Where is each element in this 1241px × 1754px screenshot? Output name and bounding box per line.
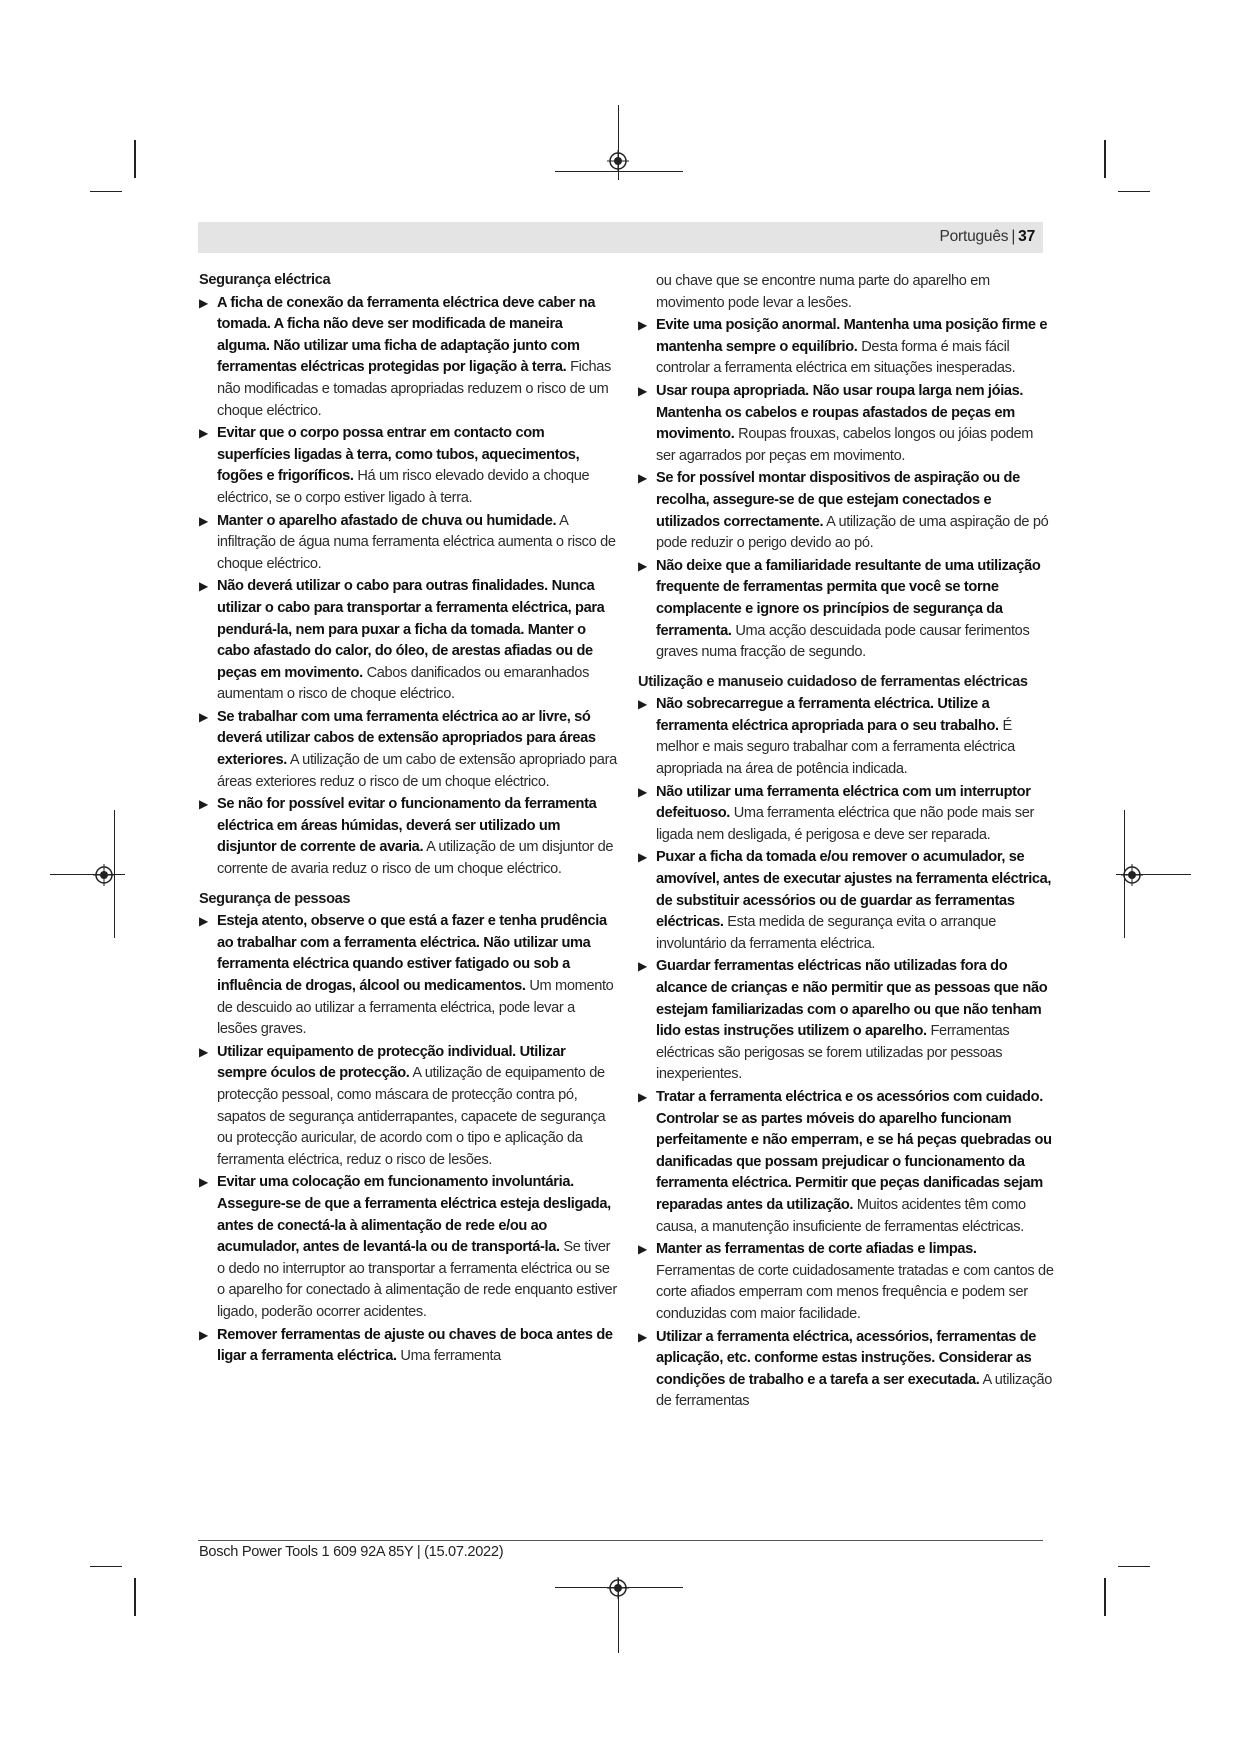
list-item <box>199 1042 617 1172</box>
item-bold-text: Manter o aparelho afastado de chuva ou humidade. <box>217 512 557 529</box>
bullet-arrow-icon: ▶ <box>199 1327 208 1342</box>
item-text: A utilização de um cabo de extensão apropriado para áreas exteriores reduz o risco de um choque eléctrico. <box>217 752 617 790</box>
crop-mark <box>1118 1566 1150 1567</box>
item-bold-text: Tratar a ferramenta eléctrica e os acessórios com cuidado. Controlar se as partes móveis do aparelho funcionam perfeitamente e não emperram, e se há peças quebradas ou danificadas que possam prejudicar o funcionamento da ferramenta eléctrica. Permitir que peças danificadas sejam reparadas antes da utilização. <box>656 1088 1052 1213</box>
registration-target-icon <box>607 1577 629 1599</box>
item-text: Roupas frouxas, cabelos longos ou jóias podem ser agarrados por peças em movimento. <box>656 426 1034 464</box>
list-item <box>638 468 1056 554</box>
item-bold-text: Evite uma posição anormal. Mantenha uma posição firme e mantenha sempre o equilíbrio. <box>656 317 1048 355</box>
item-text: Uma ferramenta eléctrica que não pode mais ser ligada nem desligada, é perigosa e deve ser reparada. <box>656 805 1034 843</box>
item-bold-text: Utilizar a ferramenta eléctrica, acessórios, ferramentas de aplicação, etc. conforme estas instruções. Considerar as condições de trabalho e a tarefa a ser executada. <box>656 1328 1037 1388</box>
list-item <box>199 423 617 509</box>
item-bold-text: Guardar ferramentas eléctricas não utilizadas fora do alcance de crianças e não permitir que as pessoas que não estejam familiarizadas com o aparelho ou que não tenham lido estas instruções utilizem o aparelho. <box>656 958 1048 1040</box>
section-title-personal-safety: Segurança de pessoas <box>199 890 351 907</box>
right-column <box>638 270 1056 1414</box>
item-bold-text: Se for possível montar dispositivos de aspiração ou de recolha, assegure-se de que estejam conectados e utilizados correctamente. <box>656 470 1020 530</box>
bullet-arrow-icon: ▶ <box>638 1242 647 1257</box>
bullet-arrow-icon: ▶ <box>199 513 208 528</box>
list-item <box>199 911 617 1041</box>
item-text: É melhor e mais seguro trabalhar com a ferramenta eléctrica apropriada na área de potência indicada. <box>656 717 1015 778</box>
crop-mark <box>1104 140 1106 178</box>
header-text: Português | 37 <box>939 228 1035 245</box>
footer-text: Bosch Power Tools 1 609 92A 85Y | (15.07.2022) <box>199 1544 504 1560</box>
item-bold-text: Não deverá utilizar o cabo para outras finalidades. Nunca utilizar o cabo para transportar a ferramenta eléctrica, para pendurá-la, nem para puxar a ficha da tomada. Manter o cabo afastado do calor, do óleo, de arestas afiadas ou de peças em movimento. <box>217 578 605 681</box>
bullet-arrow-icon: ▶ <box>199 579 208 594</box>
item-text: A utilização de uma aspiração de pó pode reduzir o perigo devido ao pó. <box>656 513 1049 552</box>
registration-target-icon <box>1121 864 1143 886</box>
bullet-arrow-icon: ▶ <box>638 558 647 573</box>
bullet-arrow-icon: ▶ <box>638 1089 647 1104</box>
list-item <box>638 847 1056 955</box>
crop-mark <box>90 1566 122 1567</box>
item-bold-text: Utilizar equipamento de protecção individual. Utilizar sempre óculos de protecção. <box>217 1043 566 1082</box>
bullet-arrow-icon: ▶ <box>638 318 647 333</box>
item-text: A infiltração de água numa ferramenta eléctrica aumenta o risco de choque eléctrico. <box>217 512 616 572</box>
item-bold-text: Manter as ferramentas de corte afiadas e limpas. <box>656 1241 977 1258</box>
bullet-arrow-icon: ▶ <box>638 1329 647 1344</box>
bullet-arrow-icon: ▶ <box>199 709 208 724</box>
item-bold-text: Evitar que o corpo possa entrar em contacto com superfícies ligadas à terra, como tubos, aquecimentos, fogões e frigoríficos. <box>217 425 580 485</box>
list-item <box>638 556 1056 664</box>
list-item <box>199 293 617 423</box>
bullet-arrow-icon: ▶ <box>638 697 647 712</box>
item-text: Ferramentas eléctricas são perigosas se forem utilizadas por pessoas inexperientes. <box>656 1023 1010 1083</box>
item-bold-text: Não utilizar uma ferramenta eléctrica com um interruptor defeituoso. <box>656 783 1031 822</box>
header-language: Português <box>939 228 1009 245</box>
list-item <box>638 694 1056 780</box>
item-text: Cabos danificados ou emaranhados aumentam o risco de choque eléctrico. <box>217 664 590 703</box>
bullet-arrow-icon: ▶ <box>199 426 208 441</box>
crop-mark <box>1118 191 1150 192</box>
crop-mark <box>134 140 136 178</box>
bullet-arrow-icon: ▶ <box>638 784 647 799</box>
list-item <box>638 1327 1056 1413</box>
bullet-arrow-icon: ▶ <box>199 797 208 812</box>
item-bold-text: A ficha de conexão da ferramenta eléctrica deve caber na tomada. A ficha não deve ser modificada de maneira alguma. Não utilizar uma ficha de adaptação junto com ferramentas eléctricas protegidas por ligação à terra. <box>217 294 596 376</box>
bullet-arrow-icon: ▶ <box>638 850 647 865</box>
list-item <box>638 956 1056 1086</box>
list-item-continuation <box>638 271 1056 314</box>
section-title-electrical-safety: Segurança eléctrica <box>199 272 331 288</box>
list-item <box>638 1239 1056 1325</box>
page-header <box>198 222 1043 253</box>
bullet-arrow-icon: ▶ <box>199 295 208 310</box>
bullet-arrow-icon: ▶ <box>638 471 647 486</box>
item-text: Desta forma é mais fácil controlar a ferramenta eléctrica em situações inesperadas. <box>656 338 1016 377</box>
item-text: Uma acção descuidada pode causar ferimentos graves numa fracção de segundo. <box>656 622 1030 661</box>
list-item <box>638 1087 1056 1238</box>
page-number: 37 <box>1018 228 1035 245</box>
list-item <box>199 576 617 706</box>
footer-rule <box>198 1540 1043 1541</box>
item-text: A utilização de equipamento de protecção pessoal, como máscara de protecção contra pó, sapatos de segurança antiderrapantes, capacete de segurança ou protecção auricular, de acordo com o tipo e aplicação da ferramenta eléctrica, reduz o risco de lesões. <box>217 1065 606 1168</box>
registration-target-icon <box>93 864 115 886</box>
item-bold-text: Usar roupa apropriada. Não usar roupa larga nem jóias. Mantenha os cabelos e roupas afastados de peças em movimento. <box>656 382 1024 443</box>
item-text: Ferramentas de corte cuidadosamente tratadas e com cantos de corte afiados emperram com menos frequência e podem ser conduzidas com maior facilidade. <box>656 1262 1054 1322</box>
item-bold-text: Remover ferramentas de ajuste ou chaves de boca antes de ligar a ferramenta eléctrica. <box>217 1326 613 1365</box>
list-item <box>199 511 617 576</box>
item-text: ou chave que se encontre numa parte do aparelho em movimento pode levar a lesões. <box>656 273 990 311</box>
item-text: Uma ferramenta <box>400 1348 501 1365</box>
bullet-arrow-icon: ▶ <box>199 1044 208 1059</box>
list-item <box>199 794 617 880</box>
item-text: A utilização de um disjuntor de corrente de avaria reduz o risco de um choque eléctrico. <box>217 839 614 878</box>
item-text: Fichas não modificadas e tomadas apropriadas reduzem o risco de um choque eléctrico. <box>217 359 611 419</box>
section-title-tool-use: Utilização e manuseio cuidadoso de ferramentas eléctricas <box>638 673 1028 690</box>
item-bold-text: Não sobrecarregue a ferramenta eléctrica. Utilize a ferramenta eléctrica apropriada para o seu trabalho. <box>656 696 999 734</box>
item-text: Há um risco elevado devido a choque eléctrico, se o corpo estiver ligado à terra. <box>217 468 590 506</box>
crop-mark <box>90 191 122 192</box>
registration-target-icon <box>607 150 629 172</box>
crop-mark <box>1104 1578 1106 1616</box>
bullet-arrow-icon: ▶ <box>638 383 647 398</box>
bullet-arrow-icon: ▶ <box>199 1175 208 1190</box>
crop-mark <box>134 1578 136 1616</box>
item-bold-text: Puxar a ficha da tomada e/ou remover o acumulador, se amovível, antes de executar ajustes na ferramenta eléctrica, de substituir acessórios ou de guardar as ferramentas eléctricas. <box>656 849 1052 931</box>
bullet-arrow-icon: ▶ <box>199 914 208 929</box>
item-text: Muitos acidentes têm como causa, a manutenção insuficiente de ferramentas eléctricas. <box>656 1196 1026 1235</box>
list-item <box>199 707 617 793</box>
bullet-arrow-icon: ▶ <box>638 959 647 974</box>
item-bold-text: Se trabalhar com uma ferramenta eléctrica ao ar livre, só deverá utilizar cabos de extensão apropriados para áreas exteriores. <box>217 708 596 769</box>
item-bold-text: Não deixe que a familiaridade resultante de uma utilização frequente de ferramentas permita que você se torne complacente e ignore os princípios de segurança da ferramenta. <box>656 557 1041 639</box>
item-bold-text: Se não for possível evitar o funcionamento da ferramenta eléctrica em áreas húmidas, deverá ser utilizado um disjuntor de corrente de avaria. <box>217 796 597 856</box>
item-text: Se tiver o dedo no interruptor ao transportar a ferramenta eléctrica ou se o aparelho for conectado à alimentação de rede enquanto estiver ligado, poderão ocorrer acidentes. <box>217 1239 617 1320</box>
item-text: A utilização de ferramentas <box>656 1371 1053 1410</box>
list-item <box>638 381 1056 467</box>
left-column <box>199 270 617 1369</box>
list-item <box>199 1172 617 1323</box>
list-item <box>638 315 1056 380</box>
item-text: Esta medida de segurança evita o arranque involuntário da ferramenta eléctrica. <box>656 914 997 952</box>
item-text: Um momento de descuido ao utilizar a ferramenta eléctrica, pode levar a lesões graves. <box>217 978 614 1038</box>
list-item <box>638 782 1056 847</box>
item-bold-text: Evitar uma colocação em funcionamento involuntária. Assegure-se de que a ferramenta eléctrica esteja desligada, antes de conectá-la à alimentação de rede e/ou ao acumulador, antes de levantá-la ou de transportá-la. <box>217 1174 611 1256</box>
item-bold-text: Esteja atento, observe o que está a fazer e tenha prudência ao trabalhar com a ferramenta eléctrica. Não utilizar uma ferramenta eléctrica quando estiver fatigado ou sob a influência de drogas, álcool ou medicamentos. <box>217 913 607 994</box>
list-item <box>199 1325 617 1368</box>
